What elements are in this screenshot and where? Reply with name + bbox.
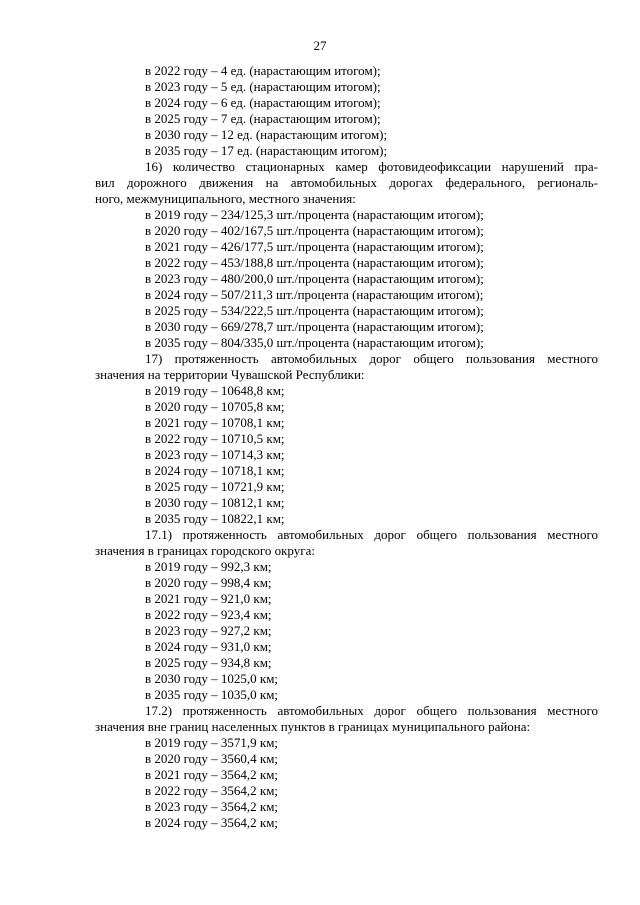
paragraph-line: 17.1) протяженность автомобильных дорог общего пользования местного <box>145 527 598 542</box>
list-item: в 2025 году – 934,8 км; <box>145 655 272 670</box>
list-item: в 2030 году – 669/278,7 шт./процента (нарастающим итогом); <box>145 319 484 334</box>
list-item: в 2022 году – 10710,5 км; <box>145 431 285 446</box>
list-item: в 2025 году – 10721,9 км; <box>145 479 285 494</box>
paragraph-17 <box>0 351 640 383</box>
list-item: в 2022 году – 453/188,8 шт./процента (нарастающим итогом); <box>145 255 484 270</box>
list-item: в 2024 году – 6 ед. (нарастающим итогом); <box>145 95 381 110</box>
list-item: в 2023 году – 927,2 км; <box>145 623 272 638</box>
list-item: в 2019 году – 10648,8 км; <box>145 383 285 398</box>
paragraph-17-2 <box>0 703 640 735</box>
paragraph-16 <box>0 159 640 207</box>
paragraph-line: вил дорожного движения на автомобильных дорогах федерального, региональ- <box>95 175 598 190</box>
page-content <box>0 63 640 831</box>
list-item: в 2021 году – 10708,1 км; <box>145 415 285 430</box>
list-item: в 2024 году – 3564,2 км; <box>145 815 279 830</box>
list-item: в 2022 году – 4 ед. (нарастающим итогом); <box>145 63 381 78</box>
paragraph-line: значения вне границ населенных пунктов в границах муниципального района: <box>95 719 531 734</box>
list-item: в 2020 году – 3560,4 км; <box>145 751 279 766</box>
list-item: в 2020 году – 402/167,5 шт./процента (нарастающим итогом); <box>145 223 484 238</box>
list-item: в 2019 году – 992,3 км; <box>145 559 272 574</box>
page-number: 27 <box>313 38 327 53</box>
list-item: в 2023 году – 480/200,0 шт./процента (нарастающим итогом); <box>145 271 484 286</box>
list-item: в 2020 году – 10705,8 км; <box>145 399 285 414</box>
list-item: в 2024 году – 931,0 км; <box>145 639 272 654</box>
list-item: в 2030 году – 1025,0 км; <box>145 671 279 686</box>
paragraph-line: 17) протяженность автомобильных дорог общего пользования местного <box>145 351 598 366</box>
list-block-17-1 <box>0 559 640 703</box>
list-item: в 2030 году – 10812,1 км; <box>145 495 285 510</box>
list-item: в 2021 году – 3564,2 км; <box>145 767 279 782</box>
paragraph-line: ного, межмуниципального, местного значения: <box>95 191 356 206</box>
list-block-16 <box>0 207 640 351</box>
list-item: в 2035 году – 10822,1 км; <box>145 511 285 526</box>
list-item: в 2023 году – 3564,2 км; <box>145 799 279 814</box>
list-item: в 2021 году – 921,0 км; <box>145 591 272 606</box>
list-item: в 2019 году – 234/125,3 шт./процента (нарастающим итогом); <box>145 207 484 222</box>
list-item: в 2024 году – 10718,1 км; <box>145 463 285 478</box>
list-block-17-2 <box>0 735 640 831</box>
list-item: в 2025 году – 534/222,5 шт./процента (нарастающим итогом); <box>145 303 484 318</box>
paragraph-17-1 <box>0 527 640 559</box>
list-item: в 2025 году – 7 ед. (нарастающим итогом); <box>145 111 381 126</box>
list-block-17 <box>0 383 640 527</box>
list-item: в 2024 году – 507/211,3 шт./процента (нарастающим итогом); <box>145 287 484 302</box>
list-item: в 2022 году – 923,4 км; <box>145 607 272 622</box>
list-item: в 2035 году – 804/335,0 шт./процента (нарастающим итогом); <box>145 335 484 350</box>
list-item: в 2019 году – 3571,9 км; <box>145 735 279 750</box>
paragraph-line: значения на территории Чувашской Республики: <box>95 367 365 382</box>
paragraph-line: значения в границах городского округа: <box>95 543 315 558</box>
list-item: в 2035 году – 17 ед. (нарастающим итогом); <box>145 143 388 158</box>
paragraph-line: 17.2) протяженность автомобильных дорог общего пользования местного <box>145 703 598 718</box>
list-item: в 2020 году – 998,4 км; <box>145 575 272 590</box>
list-item: в 2030 году – 12 ед. (нарастающим итогом); <box>145 127 388 142</box>
list-item: в 2035 году – 1035,0 км; <box>145 687 279 702</box>
list-block-1 <box>0 63 640 159</box>
list-item: в 2021 году – 426/177,5 шт./процента (нарастающим итогом); <box>145 239 484 254</box>
paragraph-line: 16) количество стационарных камер фотовидеофиксации нарушений пра- <box>145 159 598 174</box>
list-item: в 2023 году – 5 ед. (нарастающим итогом); <box>145 79 381 94</box>
list-item: в 2022 году – 3564,2 км; <box>145 783 279 798</box>
list-item: в 2023 году – 10714,3 км; <box>145 447 285 462</box>
